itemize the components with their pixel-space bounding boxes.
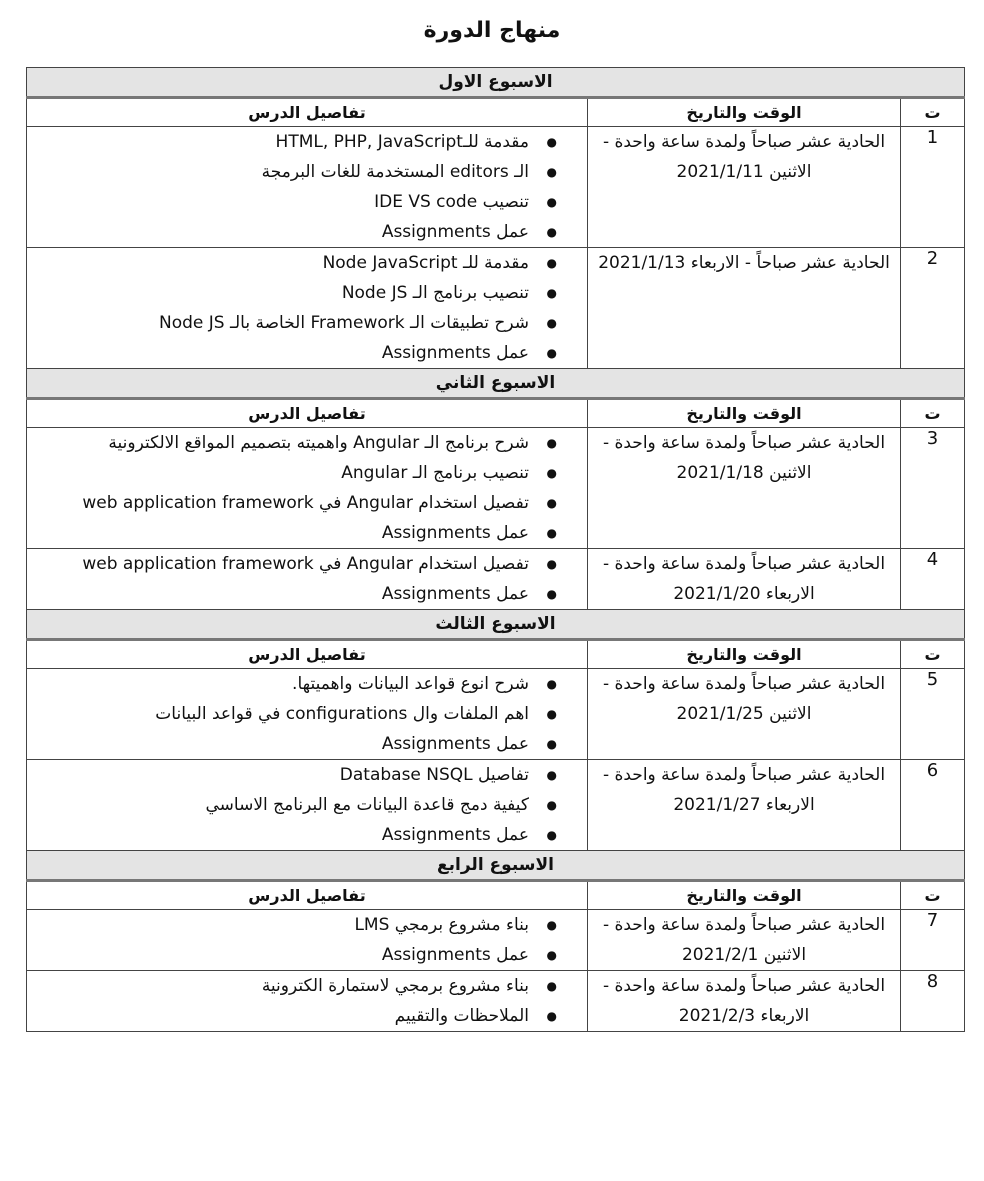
lesson-item <box>31 669 557 699</box>
lesson-details <box>27 669 588 760</box>
lesson-item-text: عمل Assignments <box>381 584 530 604</box>
lesson-details <box>27 760 588 851</box>
lesson-item <box>31 1001 557 1031</box>
lesson-date: الحادية عشر صباحاً ولمدة ساعة واحدة - الاثنين 2021/1/25 <box>588 669 901 760</box>
column-header-date: الوقت والتاريخ <box>588 98 901 127</box>
lesson-row <box>27 127 965 248</box>
lesson-item <box>31 518 557 548</box>
bullet-icon: ● <box>546 948 558 962</box>
lesson-details <box>27 549 588 610</box>
lesson-item-text: شرح برنامج الـ Angular واهميته بتصميم المواقع الالكترونية <box>108 433 530 453</box>
lesson-item-text: مقدمة للـHTML, PHP, JavaScript <box>275 132 530 152</box>
lesson-item <box>31 308 557 338</box>
lesson-item-text: اهم الملفات وال configurations في قواعد البيانات <box>155 704 530 724</box>
lesson-item-text: تفصيل استخدام Angular في web application framework <box>82 554 530 574</box>
lesson-item <box>31 157 557 187</box>
lesson-row <box>27 971 965 1032</box>
lesson-row <box>27 549 965 610</box>
lesson-item-text: الـ editors المستخدمة للغات البرمجة <box>261 162 530 182</box>
lesson-item <box>31 428 557 458</box>
syllabus-table <box>26 67 965 1032</box>
bullet-icon: ● <box>546 737 558 751</box>
lesson-item-text: شرح تطبيقات الـ Framework الخاصة بالـ Node JS <box>159 313 530 333</box>
lesson-items-list <box>27 669 587 759</box>
lesson-details <box>27 910 588 971</box>
lesson-item-text: تفصيل استخدام Angular في web application framework <box>82 493 530 513</box>
lesson-item <box>31 579 557 609</box>
lesson-item <box>31 338 557 368</box>
column-header-date: الوقت والتاريخ <box>588 399 901 428</box>
lesson-date: الحادية عشر صباحاً ولمدة ساعة واحدة - الاربعاء 2021/1/20 <box>588 549 901 610</box>
week-header-row <box>27 610 965 640</box>
column-header-number: ت <box>901 881 965 910</box>
week-label: الاسبوع الاول <box>27 68 965 98</box>
lesson-number: 2 <box>901 248 965 369</box>
bullet-icon: ● <box>546 979 558 993</box>
lesson-item-text: بناء مشروع برمجي لاستمارة الكترونية <box>261 976 530 996</box>
lesson-item <box>31 910 557 940</box>
lesson-items-list <box>27 760 587 850</box>
lesson-item-text: عمل Assignments <box>381 945 530 965</box>
lesson-item-text: الملاحظات والتقييم <box>394 1006 530 1026</box>
lesson-number: 6 <box>901 760 965 851</box>
lesson-number: 8 <box>901 971 965 1032</box>
column-header-details: تفاصيل الدرس <box>27 98 588 127</box>
lesson-item-text: عمل Assignments <box>381 343 530 363</box>
column-header-details: تفاصيل الدرس <box>27 640 588 669</box>
lesson-details <box>27 127 588 248</box>
week-header-row <box>27 68 965 98</box>
lesson-items-list <box>27 127 587 247</box>
syllabus-body <box>27 68 965 1032</box>
lesson-item <box>31 488 557 518</box>
lesson-number: 1 <box>901 127 965 248</box>
lesson-items-list <box>27 971 587 1031</box>
column-header-number: ت <box>901 399 965 428</box>
column-header-row <box>27 881 965 910</box>
lesson-number: 4 <box>901 549 965 610</box>
bullet-icon: ● <box>546 768 558 782</box>
lesson-number: 7 <box>901 910 965 971</box>
lesson-number: 3 <box>901 428 965 549</box>
lesson-number: 5 <box>901 669 965 760</box>
bullet-icon: ● <box>546 165 558 179</box>
bullet-icon: ● <box>546 436 558 450</box>
week-header-row <box>27 369 965 399</box>
bullet-icon: ● <box>546 587 558 601</box>
lesson-item-text: تنصيب برنامج الـ Node JS <box>341 283 530 303</box>
lesson-row <box>27 428 965 549</box>
column-header-date: الوقت والتاريخ <box>588 881 901 910</box>
bullet-icon: ● <box>546 798 558 812</box>
bullet-icon: ● <box>546 225 558 239</box>
lesson-items-list <box>27 549 587 609</box>
lesson-date: الحادية عشر صباحاً ولمدة ساعة واحدة - الاثنين 2021/1/11 <box>588 127 901 248</box>
bullet-icon: ● <box>546 286 558 300</box>
lesson-item <box>31 699 557 729</box>
lesson-details <box>27 971 588 1032</box>
bullet-icon: ● <box>546 135 558 149</box>
column-header-details: تفاصيل الدرس <box>27 881 588 910</box>
bullet-icon: ● <box>546 557 558 571</box>
bullet-icon: ● <box>546 1009 558 1023</box>
lesson-row <box>27 910 965 971</box>
lesson-date: الحادية عشر صباحاً ولمدة ساعة واحدة - الاربعاء 2021/1/27 <box>588 760 901 851</box>
week-label: الاسبوع الثاني <box>27 369 965 399</box>
lesson-item <box>31 820 557 850</box>
lesson-item-text: شرح انوع قواعد البيانات واهميتها. <box>292 674 530 694</box>
column-header-row <box>27 399 965 428</box>
lesson-item <box>31 278 557 308</box>
bullet-icon: ● <box>546 918 558 932</box>
lesson-item-text: عمل Assignments <box>381 734 530 754</box>
lesson-item <box>31 217 557 247</box>
bullet-icon: ● <box>546 195 558 209</box>
lesson-item <box>31 729 557 759</box>
lesson-item <box>31 248 557 278</box>
bullet-icon: ● <box>546 466 558 480</box>
column-header-number: ت <box>901 640 965 669</box>
lesson-item-text: تنصيب IDE VS code <box>374 192 530 212</box>
lesson-item-text: كيفية دمج قاعدة البيانات مع البرنامج الاساسي <box>205 795 530 815</box>
bullet-icon: ● <box>546 526 558 540</box>
lesson-item <box>31 790 557 820</box>
lesson-item-text: تفاصيل Database NSQL <box>339 765 530 785</box>
lesson-item-text: بناء مشروع برمجي LMS <box>354 915 530 935</box>
lesson-item-text: عمل Assignments <box>381 825 530 845</box>
lesson-date: الحادية عشر صباحاً ولمدة ساعة واحدة - الاربعاء 2021/2/3 <box>588 971 901 1032</box>
lesson-details <box>27 428 588 549</box>
bullet-icon: ● <box>546 346 558 360</box>
lesson-item <box>31 187 557 217</box>
lesson-date: الحادية عشر صباحاً - الاربعاء 2021/1/13 <box>588 248 901 369</box>
lesson-item-text: عمل Assignments <box>381 222 530 242</box>
lesson-item <box>31 940 557 970</box>
column-header-row <box>27 640 965 669</box>
bullet-icon: ● <box>546 707 558 721</box>
bullet-icon: ● <box>546 496 558 510</box>
lesson-details <box>27 248 588 369</box>
week-label: الاسبوع الرابع <box>27 851 965 881</box>
lesson-row <box>27 248 965 369</box>
lesson-row <box>27 669 965 760</box>
bullet-icon: ● <box>546 256 558 270</box>
lesson-item-text: مقدمة للـ Node JavaScript <box>322 253 530 273</box>
lesson-items-list <box>27 910 587 970</box>
lesson-item-text: تنصيب برنامج الـ Angular <box>341 463 530 483</box>
lesson-items-list <box>27 248 587 368</box>
lesson-item-text: عمل Assignments <box>381 523 530 543</box>
lesson-items-list <box>27 428 587 548</box>
lesson-row <box>27 760 965 851</box>
lesson-item <box>31 458 557 488</box>
column-header-row <box>27 98 965 127</box>
page-title: منهاج الدورة <box>423 18 561 43</box>
column-header-number: ت <box>901 98 965 127</box>
lesson-date: الحادية عشر صباحاً ولمدة ساعة واحدة - الاثنين 2021/1/18 <box>588 428 901 549</box>
lesson-item <box>31 971 557 1001</box>
lesson-item <box>31 127 557 157</box>
lesson-date: الحادية عشر صباحاً ولمدة ساعة واحدة - الاثنين 2021/2/1 <box>588 910 901 971</box>
column-header-date: الوقت والتاريخ <box>588 640 901 669</box>
lesson-item <box>31 760 557 790</box>
bullet-icon: ● <box>546 828 558 842</box>
bullet-icon: ● <box>546 677 558 691</box>
week-label: الاسبوع الثالث <box>27 610 965 640</box>
column-header-details: تفاصيل الدرس <box>27 399 588 428</box>
lesson-item <box>31 549 557 579</box>
bullet-icon: ● <box>546 316 558 330</box>
week-header-row <box>27 851 965 881</box>
